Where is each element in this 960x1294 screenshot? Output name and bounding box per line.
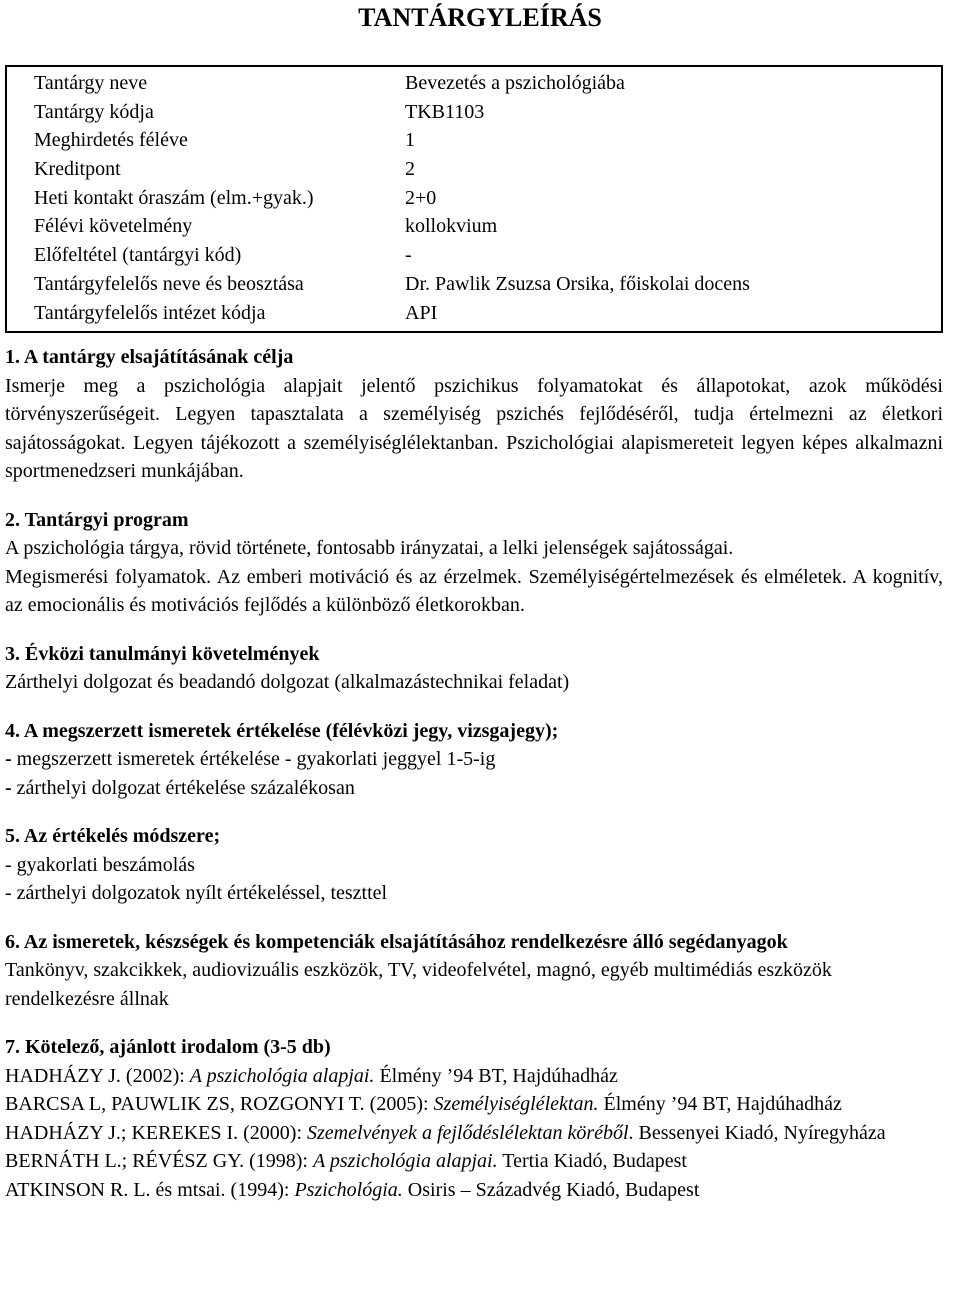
- list-item: - zárthelyi dolgozatok nyílt értékeléssel, teszttel: [5, 882, 388, 905]
- section-number: 7.: [5, 1036, 20, 1059]
- reference-title: A pszichológia alapjai.: [189, 1064, 375, 1087]
- info-label: Tantárgy neve: [34, 72, 148, 94]
- info-row: [7, 241, 941, 270]
- info-row: [7, 69, 941, 98]
- reference-publisher: Élmény ’94 BT, Hajdúhadház: [598, 1093, 842, 1116]
- section-heading: [5, 1033, 943, 1062]
- section-number: 3.: [5, 642, 20, 665]
- info-label: Előfeltétel (tantárgyi kód): [34, 244, 242, 267]
- info-value: 1: [405, 129, 415, 152]
- info-row: [7, 270, 941, 299]
- reference-authors: BARCSA L, PAUWLIK ZS, ROZGONYI T. (2005):: [5, 1093, 434, 1116]
- info-row: [7, 184, 941, 213]
- info-label: Kreditpont: [34, 158, 121, 181]
- document-page: [5, 0, 943, 1204]
- section-literature: [5, 1033, 943, 1204]
- info-row: [7, 126, 941, 155]
- list-item-text: zárthelyi dolgozat értékelése százalékosan: [11, 776, 355, 799]
- info-value: -: [405, 244, 412, 267]
- reference-authors: BERNÁTH L.; RÉVÉSZ GY. (1998):: [5, 1150, 313, 1173]
- reference-authors: ATKINSON R. L. és mtsai. (1994):: [5, 1178, 295, 1201]
- reference-title: Pszichológia.: [294, 1178, 403, 1201]
- section-heading: [5, 506, 943, 535]
- reference-item: [5, 1090, 943, 1119]
- info-row: [7, 299, 941, 328]
- section-resources: [5, 928, 943, 1014]
- section-title: A megszerzett ismeretek értékelése (félévközi jegy, vizsgajegy);: [23, 719, 559, 742]
- section-heading: [5, 928, 943, 957]
- section-number: 1.: [5, 346, 20, 369]
- reference-authors: HADHÁZY J.; KEREKES I. (2000):: [5, 1121, 308, 1144]
- list-item: [5, 745, 943, 774]
- section-number: 6.: [5, 930, 20, 953]
- section-title: A tantárgy elsajátításának célja: [23, 346, 294, 369]
- reference-title: A pszichológia alapjai.: [312, 1150, 498, 1173]
- section-goal: [5, 343, 943, 486]
- reference-item: [5, 1062, 943, 1091]
- info-label: Tantárgyfelelős intézet kódja: [34, 301, 266, 324]
- page-title: TANTÁRGYLEÍRÁS: [358, 3, 602, 32]
- reference-publisher: Tertia Kiadó, Budapest: [497, 1150, 687, 1173]
- section-number: 2.: [5, 508, 20, 531]
- info-label: Heti kontakt óraszám (elm.+gyak.): [34, 186, 314, 209]
- list-item-text: megszerzett ismeretek értékelése - gyakorlati jeggyel 1-5-ig: [11, 748, 496, 771]
- reference-publisher: . Bessenyei Kiadó, Nyíregyháza: [628, 1121, 886, 1144]
- info-value: TKB1103: [405, 100, 485, 123]
- info-value: API: [405, 301, 438, 324]
- course-info-table: [5, 65, 943, 333]
- section-heading: [5, 717, 943, 746]
- reference-title: Szemelvények a fejlődéslélektan köréből: [307, 1121, 629, 1144]
- section-program: [5, 506, 943, 620]
- list-dash: -: [5, 776, 12, 799]
- section-title: Kötelező, ajánlott irodalom (3-5 db): [25, 1036, 331, 1059]
- section-text: Tankönyv, szakcikkek, audiovizuális eszközök, TV, videofelvétel, magnó, egyéb multimédiás eszközök rendelkezésre állnak: [5, 959, 832, 1010]
- section-text: Megismerési folyamatok. Az emberi motiváció és az érzelmek. Személyiségértelmezések és elméletek. A kognitív, az emocionális és motivációs fejlődés a különböző életkorokban.: [5, 565, 943, 617]
- section-number: 5.: [5, 825, 20, 848]
- info-label: Félévi követelmény: [34, 215, 193, 238]
- list-dash: -: [5, 748, 12, 771]
- section-text: Zárthelyi dolgozat és beadandó dolgozat (alkalmazástechnikai feladat): [5, 671, 570, 694]
- reference-title: Személyiséglélektan.: [433, 1093, 599, 1116]
- section-text: A pszichológia tárgya, rövid története, fontosabb irányzatai, a lelki jelenségek sajátosságai.: [5, 537, 734, 560]
- section-title: Az ismeretek, készségek és kompetenciák elsajátításához rendelkezésre álló segédanyagok: [23, 930, 788, 953]
- list-item: [5, 774, 943, 803]
- section-requirements: [5, 640, 943, 697]
- section-number: 4.: [5, 719, 20, 742]
- section-text: Ismerje meg a pszichológia alapjait jelentő pszichikus folyamatokat és állapotokat, azok működési törvényszerűségeit. Legyen tapasztalata a személyiség pszichés fejlődéséről, tudja értelmezni az életkori sajátosságokat. Legyen tájékozott a személyiséglélektanban. Pszichológiai alapismereteit legyen képes alkalmazni sportmenedzseri munkájában.: [5, 374, 943, 483]
- info-value: Bevezetés a pszichológiába: [405, 72, 625, 94]
- reference-authors: HADHÁZY J. (2002):: [5, 1064, 190, 1087]
- reference-publisher: Élmény ’94 BT, Hajdúhadház: [374, 1064, 618, 1087]
- section-title: Tantárgyi program: [24, 508, 189, 531]
- info-value: Dr. Pawlik Zsuzsa Orsika, főiskolai docens: [405, 272, 750, 295]
- section-heading: [5, 343, 943, 372]
- info-row: [7, 212, 941, 241]
- info-label: Tantárgy kódja: [34, 100, 154, 123]
- info-row: [7, 98, 941, 127]
- reference-item: [5, 1147, 943, 1176]
- section-title: Az értékelés módszere;: [23, 825, 221, 848]
- section-heading: [5, 640, 943, 669]
- list-item: - gyakorlati beszámolás: [5, 853, 195, 876]
- info-label: Meghirdetés féléve: [34, 129, 188, 152]
- info-value: 2+0: [405, 186, 437, 209]
- section-heading: [5, 822, 943, 851]
- section-method: [5, 822, 943, 908]
- info-value: 2: [405, 158, 415, 181]
- info-row: [7, 155, 941, 184]
- reference-item: [5, 1176, 943, 1205]
- info-label: Tantárgyfelelős neve és beosztása: [34, 272, 304, 295]
- section-title: Évközi tanulmányi követelmények: [25, 642, 320, 665]
- reference-publisher: Osiris – Századvég Kiadó, Budapest: [402, 1178, 700, 1201]
- reference-item: [5, 1119, 943, 1148]
- section-evaluation: [5, 717, 943, 803]
- info-value: kollokvium: [405, 215, 498, 238]
